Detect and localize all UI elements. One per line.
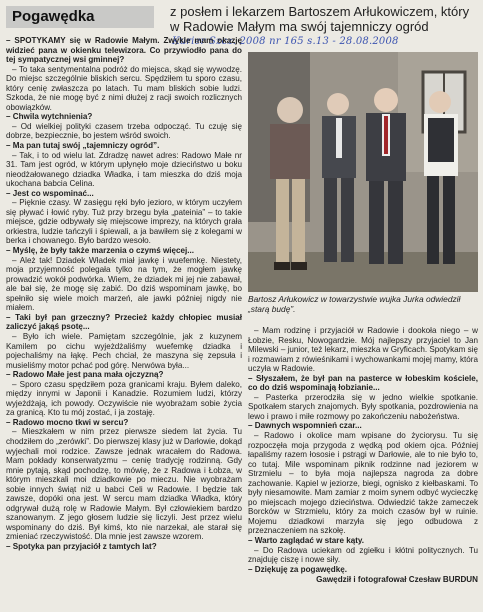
paragraph: – Tak, i to od wielu lat. Zdradzę nawet adres: Radowo Małe nr 31. Tam jest ogród, w którym upłynęło moje dzieciństwo u boku nieodżałowanego dziadka Władka, i tam mieszka do dziś moja ukochana babcia Celina. [6,150,242,189]
paragraph: – Pasterka przerodziła się w jedno wielkie spotkanie. Spotkałem starych znajomych. Były spotkania, pozdrowienia na lewo i prawo i miłe rozmowy po zakończeniu nabożeństwa. [248,392,478,421]
paragraph: – Sporo czasu spędziłem poza granicami kraju. Byłem daleko, między innymi w Japonii i Kanadzie. Rozumiem ludzi, którzy wyjeżdżają, ich powody. Oczywiście nie wyobrażam sobie życia za granicą. Kto tu mój zostać, i ja zostaję. [6,379,242,418]
paragraph: – Warto zaglądać w stare kąty. [248,536,365,546]
paragraph: – Radowo Małe jest pana mała ojczyzną? [6,370,164,380]
paragraph: – Mam rodzinę i przyjaciół w Radowie i dookoła niego – w Łobzie, Resku, Nowogardzie. Mój najlepszy przyjaciel to Jan Milewski – junior, też lekarz, mieszka w Gryficach. Spotykam się i rozmawiam z rówieśnikami i wychowankami mojej mamy, która uczyła w Radowie. [248,326,478,374]
paragraph: – Dawnych wspomnień czar... [248,421,362,431]
paragraph: – Do Radowa uciekam od zgiełku i kłótni politycznych. Tu znajduję ciszę i nowe siły. [248,545,478,565]
paragraph: – Radowo i okolice mam wpisane do życiorysu. Tu się rozpoczęła moja przygoda z wędką pod okiem ojca. Później łapaliśmy razem łososie i pstrągi w Darłowie, ale to nie było to, co tutaj. Mile wspominam piknik rodzinne nad jeziorem w Strzmielu – to była moja najlepsza nagroda za dobre zachowanie. Kąpiel w jeziorze, biegi, ognisko z kiełbaskami. To były niesamowite. Mam zamiar z moim synem odbyć wycieczkę po miejscach mojego dzieciństwa. Odwiedzić także zameczek Borcków w Strzmielu, który za moich czasów był w ruinie. Mojemu dziadkowi marzyła się jego odbudowa z przeznaczeniem na szkołę. [248,431,478,536]
photo-caption: Bartosz Arłukowicz w towarzystwie wujka Jurka odwiedził „starą budę”. [248,294,461,314]
paragraph: – Było ich wiele. Pamiętam szczególnie, jak z kuzynem Kamilem po cichu wyjeżdżaliśmy wuefemkę dziadka i pojechaliśmy na łąkę. Pech chciał, że maszyna się zepsuła i musieliśmy motor pchać pod górę. Nerwówa była... [6,331,242,370]
paragraph: – Radowo mocno tkwi w sercu? [6,417,129,427]
article-right-column [248,326,478,610]
paragraph: – Taki był pan grzeczny? Przecież każdy chłopiec musiał zaliczyć jakąś psotę... [6,312,242,332]
paragraph: – Chwila wytchnienia? [6,112,93,122]
paragraph: – Pięknie czasy. W zasięgu ręki było jezioro, w którym uczyłem się pływać i łowić ryby. Tuż przy brzegu była „pateinia” – to takie miejsce, gdzie odbywały się miejscowe imprezy, na których grała orkiestra, ludzie tańczyli i śpiewali, a ja bawiłem się z kolegami w berka i chowanego. Było bardzo wesoło. [6,198,242,246]
paragraph: – Słyszałem, że był pan na pasterce w łobeskim kościele, co do dziś wspominają łobzianie... [248,373,478,393]
paragraph: – Ależ tak! Dziadek Władek miał jawkę i wuefemkę. Niestety, moja przyjemność polegała tylko na tym, że mogłem jawkę prowadzić wokół podwórka. Wiem, że dziadek mi jej nie zabawał, ale bał się, że mogę się zabić. Do dziś wspominam jawkę, bo spełniło się wiele moich marzeń, ale jawki później nigdy nie miałem. [6,255,242,313]
paragraph: – SPOTYKAMY się w Radowie Małym. Zwykle mam okazję widzieć pana w okienku telewizora. Co przywiodło pana do tej sympatycznej wsi gminnej? [6,36,242,65]
paragraph: – Myślę, że były także marzenia o czymś więcej... [6,246,195,256]
article-left-column [6,36,242,610]
handwritten-note: Kurier Szcz. 2008 nr 165 s.13 - 28.08.2008 [172,36,399,47]
paragraph: – To taka sentymentalna podróż do miejsca, skąd się wywodzę. Do miejsc szczególnie bliskich sercu. Spędziłem tu sporo czasu, który cenię zwłaszcza po latach. Tu mam bliskich sobie ludzi. Szkoda, że nie mogę być z nimi dłużej z racji swoich rozlicznych obowiązków. [6,64,242,112]
paragraph: – Ma pan tutaj swój „tajemniczy ogród”. [6,141,160,151]
paragraph: – Spotyka pan przyjaciół z tamtych lat? [6,541,157,551]
photo-illustration [248,52,478,292]
section-tag: Pogawędka [6,6,154,28]
paragraph: – Dziękuję za pogawędkę. [248,564,347,574]
paragraph: – Mieszkałem w nim przez pierwsze siedem lat życia. Tu chodziłem do „zerówki”. Do pierwszej klasy już w Darłowie, dokąd wyjechali moi rodzice. Zawsze jednak wracałem do Radowa. Mam pokłady konserwatyzmu – cenię tradycję rodzinną. Gdy mnie pytają, skąd pochodzę, to mówię, że z Radowa i Łobza, w którym mieszkali moi dziadkowie po mieczu. Nie wyobrażam sobie innych świąt niż u babci Celi w Radowie. I będzie tak zawsze, dopóki ona jest. W sercu mam dziadka Władka, który odgrywał dużą rolę w Radowie Małym. Był człowiekiem bardzo szanowanym. Z jego głosem ludzie się liczyli. Jest przez wielu wspominany do dziś. Był kimś, kto nie narzekał, ale starał się zmieniać rzeczywistość. Dla mnie jest zawsze wzorem. [6,427,242,542]
paragraph: – Jest co wspominać... [6,188,94,198]
paragraph: – Od wielkiej polityki czasem trzeba odpocząć. Tu czuję się dobrze, bezpiecznie, bo jestem wśród swoich. [6,121,242,141]
headline: z posłem i lekarzem Bartoszem Arłukowiczem, który w Radowie Małym ma swój tajemniczy ogród [170,4,470,34]
photo [248,52,478,292]
author-signature: Gawędził i fotografował Czesław BURDUN [316,575,478,585]
